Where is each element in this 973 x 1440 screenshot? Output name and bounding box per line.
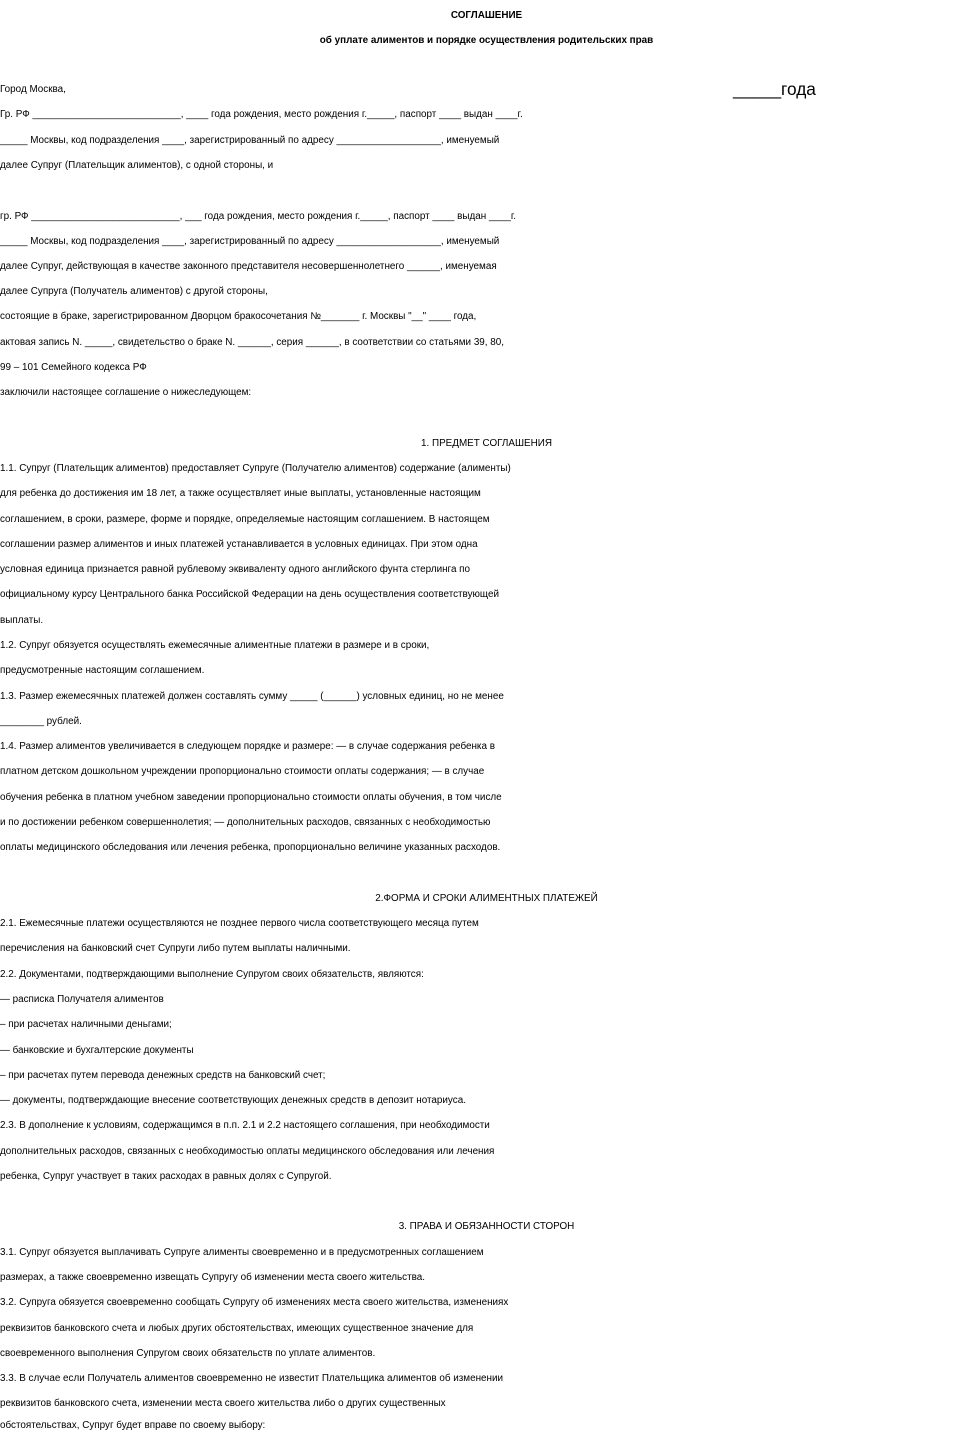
section1-line: 1.2. Супруг обязуется осуществлять ежемесячные алиментные платежи в размере и в сроки, — [0, 640, 430, 651]
section2-line: перечисления на банковский счет Супруги либо путем выплаты наличными. — [0, 943, 351, 954]
section2-line: – при расчетах путем перевода денежных средств на банковский счет; — [0, 1070, 326, 1081]
section2-line: — банковские и бухгалтерские документы — [0, 1045, 194, 1056]
section1-line: соглашении размер алиментов и иных платежей устанавливается в условных единицах. При этом одна — [0, 539, 478, 550]
party1-line: _____ Москвы, код подразделения ____, зарегистрированный по адресу ___________________, именуемый — [0, 135, 500, 146]
section2-line: 2.3. В дополнение к условиям, содержащимся в п.п. 2.1 и 2.2 настоящего соглашения, при необходимости — [0, 1120, 490, 1131]
section1-line: условная единица признается равной рублевому эквиваленту одного английского фунта стерлинга по — [0, 564, 471, 575]
party2-line: далее Супруга (Получатель алиментов) с другой стороны, — [0, 286, 268, 297]
section1-line: выплаты. — [0, 615, 44, 626]
section1-heading: 1. ПРЕДМЕТ СОГЛАШЕНИЯ — [421, 438, 552, 449]
party1-line: далее Супруг (Плательщик алиментов), с одной стороны, и — [0, 160, 274, 171]
section1-line: официальному курсу Центрального банка Российской Федерации на день осуществления соответствующей — [0, 589, 499, 600]
section1-line: и по достижении ребенком совершеннолетия; — дополнительных расходов, связанных с необходимостью — [0, 817, 491, 828]
section3-line: реквизитов банковского счета, изменении места своего жительства либо о других существенных — [0, 1398, 446, 1409]
section1-line: соглашением, в сроки, размере, форме и порядке, определяемые настоящим соглашением. В настоящем — [0, 514, 490, 525]
party1-line: Гр. РФ ___________________________, ____ года рождения, место рождения г._____, паспорт ____ выдан ____г. — [0, 109, 523, 120]
section2-line: — расписка Получателя алиментов — [0, 994, 164, 1005]
header-city: Город Москва, — [0, 84, 66, 95]
section2-line: ребенка, Супруг участвует в таких расходах в равных долях с Супругой. — [0, 1171, 332, 1182]
header-date: _____года — [733, 79, 816, 99]
section2-line: 2.1. Ежемесячные платежи осуществляются не позднее первого числа соответствующего месяца путем — [0, 918, 479, 929]
section3-line: обстоятельствах, Супруг будет вправе по своему выбору: — [0, 1420, 266, 1431]
section3-heading: 3. ПРАВА И ОБЯЗАННОСТИ СТОРОН — [398, 1221, 575, 1232]
party2-line: далее Супруг, действующая в качестве законного представителя несовершеннолетнего ______, именуемая — [0, 261, 497, 272]
section3-line: размерах, а также своевременно извещать Супругу об изменении места своего жительства. — [0, 1272, 425, 1283]
section1-line: платном детском дошкольном учреждении пропорционально стоимости оплаты содержания; — в случае — [0, 766, 485, 777]
section3-line: 3.1. Супруг обязуется выплачивать Супруге алименты своевременно и в предусмотренных соглашением — [0, 1247, 484, 1258]
section3-line: 3.3. В случае если Получатель алиментов своевременно не известит Плательщика алиментов об изменении — [0, 1373, 504, 1384]
section1-line: ________ рублей. — [0, 716, 82, 727]
party2-line: _____ Москвы, код подразделения ____, зарегистрированный по адресу ___________________, именуемый — [0, 236, 500, 247]
party2-line: состоящие в браке, зарегистрированном Дворцом бракосочетания №_______ г. Москвы "__" ____ года, — [0, 311, 477, 322]
section1-line: оплаты медицинского обследования или лечения ребенка, пропорционально величине указанных расходов. — [0, 842, 501, 853]
section2-heading: 2.ФОРМА И СРОКИ АЛИМЕНТНЫХ ПЛАТЕЖЕЙ — [375, 893, 598, 904]
document-subtitle: об уплате алиментов и порядке осуществления родительских прав — [319, 35, 654, 46]
section1-line: для ребенка до достижения им 18 лет, а также осуществляет иные выплаты, установленные настоящим — [0, 488, 481, 499]
section3-line: своевременного выполнения Супругом своих обязательств по уплате алиментов. — [0, 1348, 376, 1359]
party2-line: актовая запись N. _____, свидетельство о браке N. ______, серия ______, в соответствии со статьями 39, 80, — [0, 337, 505, 348]
section2-line: – при расчетах наличными деньгами; — [0, 1019, 172, 1030]
section1-line: 1.3. Размер ежемесячных платежей должен составлять сумму _____ (______) условных единиц, но не менее — [0, 691, 504, 702]
section1-line: предусмотренные настоящим соглашением. — [0, 665, 205, 676]
party2-line: 99 – 101 Семейного кодекса РФ — [0, 362, 147, 373]
section2-line: дополнительных расходов, связанных с необходимостью оплаты медицинского обследования или лечения — [0, 1146, 495, 1157]
section1-line: 1.4. Размер алиментов увеличивается в следующем порядке и размере: — в случае содержания ребенка в — [0, 741, 495, 752]
party2-line: гр. РФ ___________________________, ___ года рождения, место рождения г._____, паспорт ____ выдан ____г. — [0, 211, 517, 222]
party2-line: заключили настоящее соглашение о нижеследующем: — [0, 387, 252, 398]
section2-line: — документы, подтверждающие внесение соответствующих денежных средств в депозит нотариуса. — [0, 1095, 466, 1106]
section1-line: 1.1. Супруг (Плательщик алиментов) предоставляет Супруге (Получателю алиментов) содержание (алименты) — [0, 463, 511, 474]
section1-line: обучения ребенка в платном учебном заведении пропорционально стоимости оплаты обучения, в том числе — [0, 792, 502, 803]
section2-line: 2.2. Документами, подтверждающими выполнение Супругом своих обязательств, являются: — [0, 969, 424, 980]
section3-line: 3.2. Супруга обязуется своевременно сообщать Супругу об изменениях места своего жительства, изменениях — [0, 1297, 509, 1308]
document-title: СОГЛАШЕНИЕ — [450, 10, 523, 21]
section3-line: реквизитов банковского счета и любых других обстоятельствах, имеющих существенное значение для — [0, 1323, 474, 1334]
